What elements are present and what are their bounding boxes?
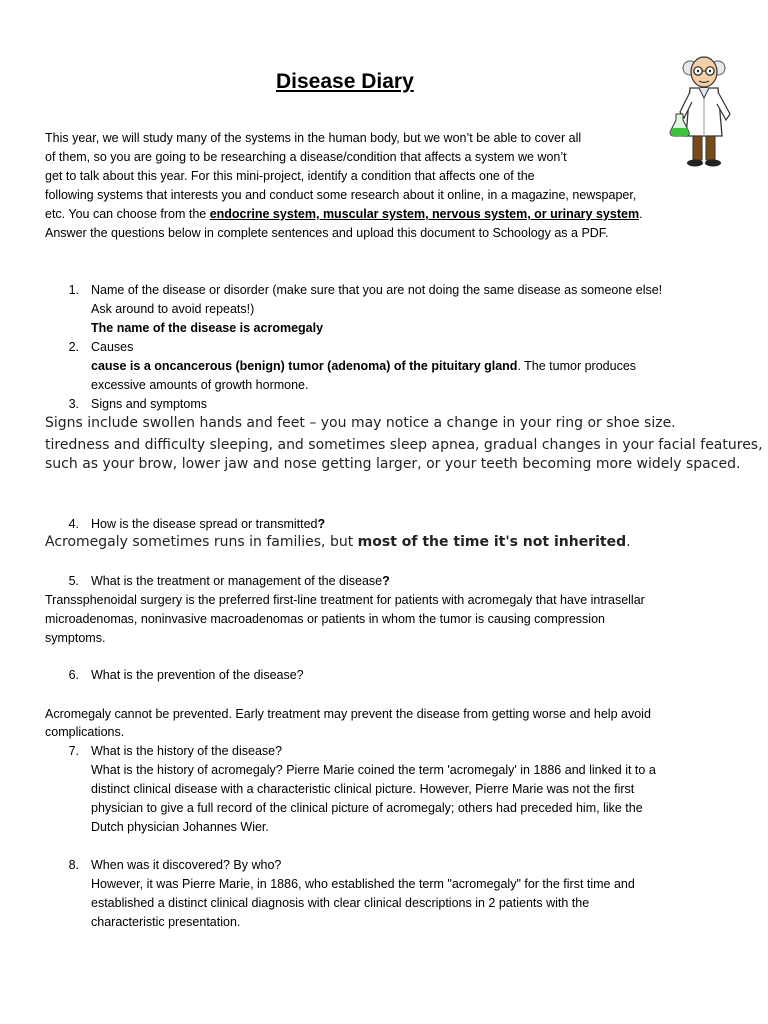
q1-number: 1. <box>68 283 79 297</box>
q1-label-line-1: Name of the disease or disorder (make sure that you are not doing the same disease as someone else! <box>91 283 663 297</box>
q3-answer-line-1: Signs include swollen hands and feet – you may notice a change in your ring or shoe size. <box>45 415 676 431</box>
q5-label: What is the treatment or management of the disease? <box>91 574 390 588</box>
q8-label: When was it discovered? By who? <box>91 858 282 872</box>
q3-number: 3. <box>68 397 79 411</box>
q7-number: 7. <box>68 744 79 758</box>
q1-answer: The name of the disease is acromegaly <box>91 321 324 335</box>
intro-line-5: etc. You can choose from the endocrine system, muscular system, nervous system, or urinary system. <box>45 207 643 221</box>
intro-line-2: of them, so you are going to be researching a disease/condition that affects a system we won’t <box>45 150 567 164</box>
q3-answer-line-2: tiredness and difficulty sleeping, and sometimes sleep apnea, gradual changes in your facial features, <box>45 437 763 453</box>
scientist-icon <box>666 54 742 170</box>
intro-line-4: following systems that interests you and conduct some research about it online, in a magazine, newspaper, <box>45 188 637 202</box>
q4-answer: Acromegaly sometimes runs in families, but most of the time it's not inherited. <box>45 534 631 550</box>
page-title: Disease Diary <box>276 70 414 93</box>
q6-answer-line-1: Acromegaly cannot be prevented. Early treatment may prevent the disease from getting worse and help avoid <box>45 707 651 721</box>
q2-number: 2. <box>68 340 79 354</box>
q6-label: What is the prevention of the disease? <box>91 668 304 682</box>
q7-answer-line-4: Dutch physician Johannes Wier. <box>91 820 269 834</box>
q5-answer-line-1: Transsphenoidal surgery is the preferred first-line treatment for patients with acromegaly that have intrasellar <box>45 593 645 607</box>
q2-answer-line-1: cause is a oncancerous (benign) tumor (adenoma) of the pituitary gland. The tumor produces <box>91 359 637 373</box>
systems-list: endocrine system, muscular system, nervous system, or urinary system <box>209 207 640 221</box>
q2-answer-line-2: excessive amounts of growth hormone. <box>91 378 309 392</box>
intro-line-3: get to talk about this year. For this mini-project, identify a condition that affects one of the <box>45 169 535 183</box>
q5-answer-line-2: microadenomas, noninvasive macroadenomas or patients in whom the tumor is causing compression <box>45 612 605 626</box>
q6-answer-line-2: complications. <box>45 725 125 739</box>
q8-answer-line-2: established a distinct clinical diagnosis with clear clinical descriptions in 2 patients with the <box>91 896 590 910</box>
q4-label: How is the disease spread or transmitted? <box>91 517 326 531</box>
q2-label: Causes <box>91 340 134 354</box>
q7-answer-line-3: physician to give a full record of the clinical picture of acromegaly; others had preceded him, like the <box>91 801 643 815</box>
q8-number: 8. <box>68 858 79 872</box>
q4-number: 4. <box>68 517 79 531</box>
q7-answer-line-2: distinct clinical disease with a characteristic clinical picture. However, Pierre Marie was not the first <box>91 782 635 796</box>
q5-answer-line-3: symptoms. <box>45 631 106 645</box>
q8-answer-line-3: characteristic presentation. <box>91 915 241 929</box>
q6-number: 6. <box>68 668 79 682</box>
intro-line-6: Answer the questions below in complete sentences and upload this document to Schoology as a PDF. <box>45 226 609 240</box>
q5-number: 5. <box>68 574 79 588</box>
q1-label-line-2: Ask around to avoid repeats!) <box>91 302 255 316</box>
q3-label: Signs and symptoms <box>91 397 208 411</box>
intro-line-1: This year, we will study many of the systems in the human body, but we won’t be able to cover all <box>45 131 582 145</box>
q7-label: What is the history of the disease? <box>91 744 283 758</box>
q3-answer-line-3: such as your brow, lower jaw and nose getting larger, or your teeth becoming more widely spaced. <box>45 456 741 472</box>
q8-answer-line-1: However, it was Pierre Marie, in 1886, who established the term "acromegaly" for the first time and <box>91 877 635 891</box>
q7-answer-line-1: What is the history of acromegaly? Pierre Marie coined the term 'acromegaly' in 1886 and linked it to a <box>91 763 656 777</box>
